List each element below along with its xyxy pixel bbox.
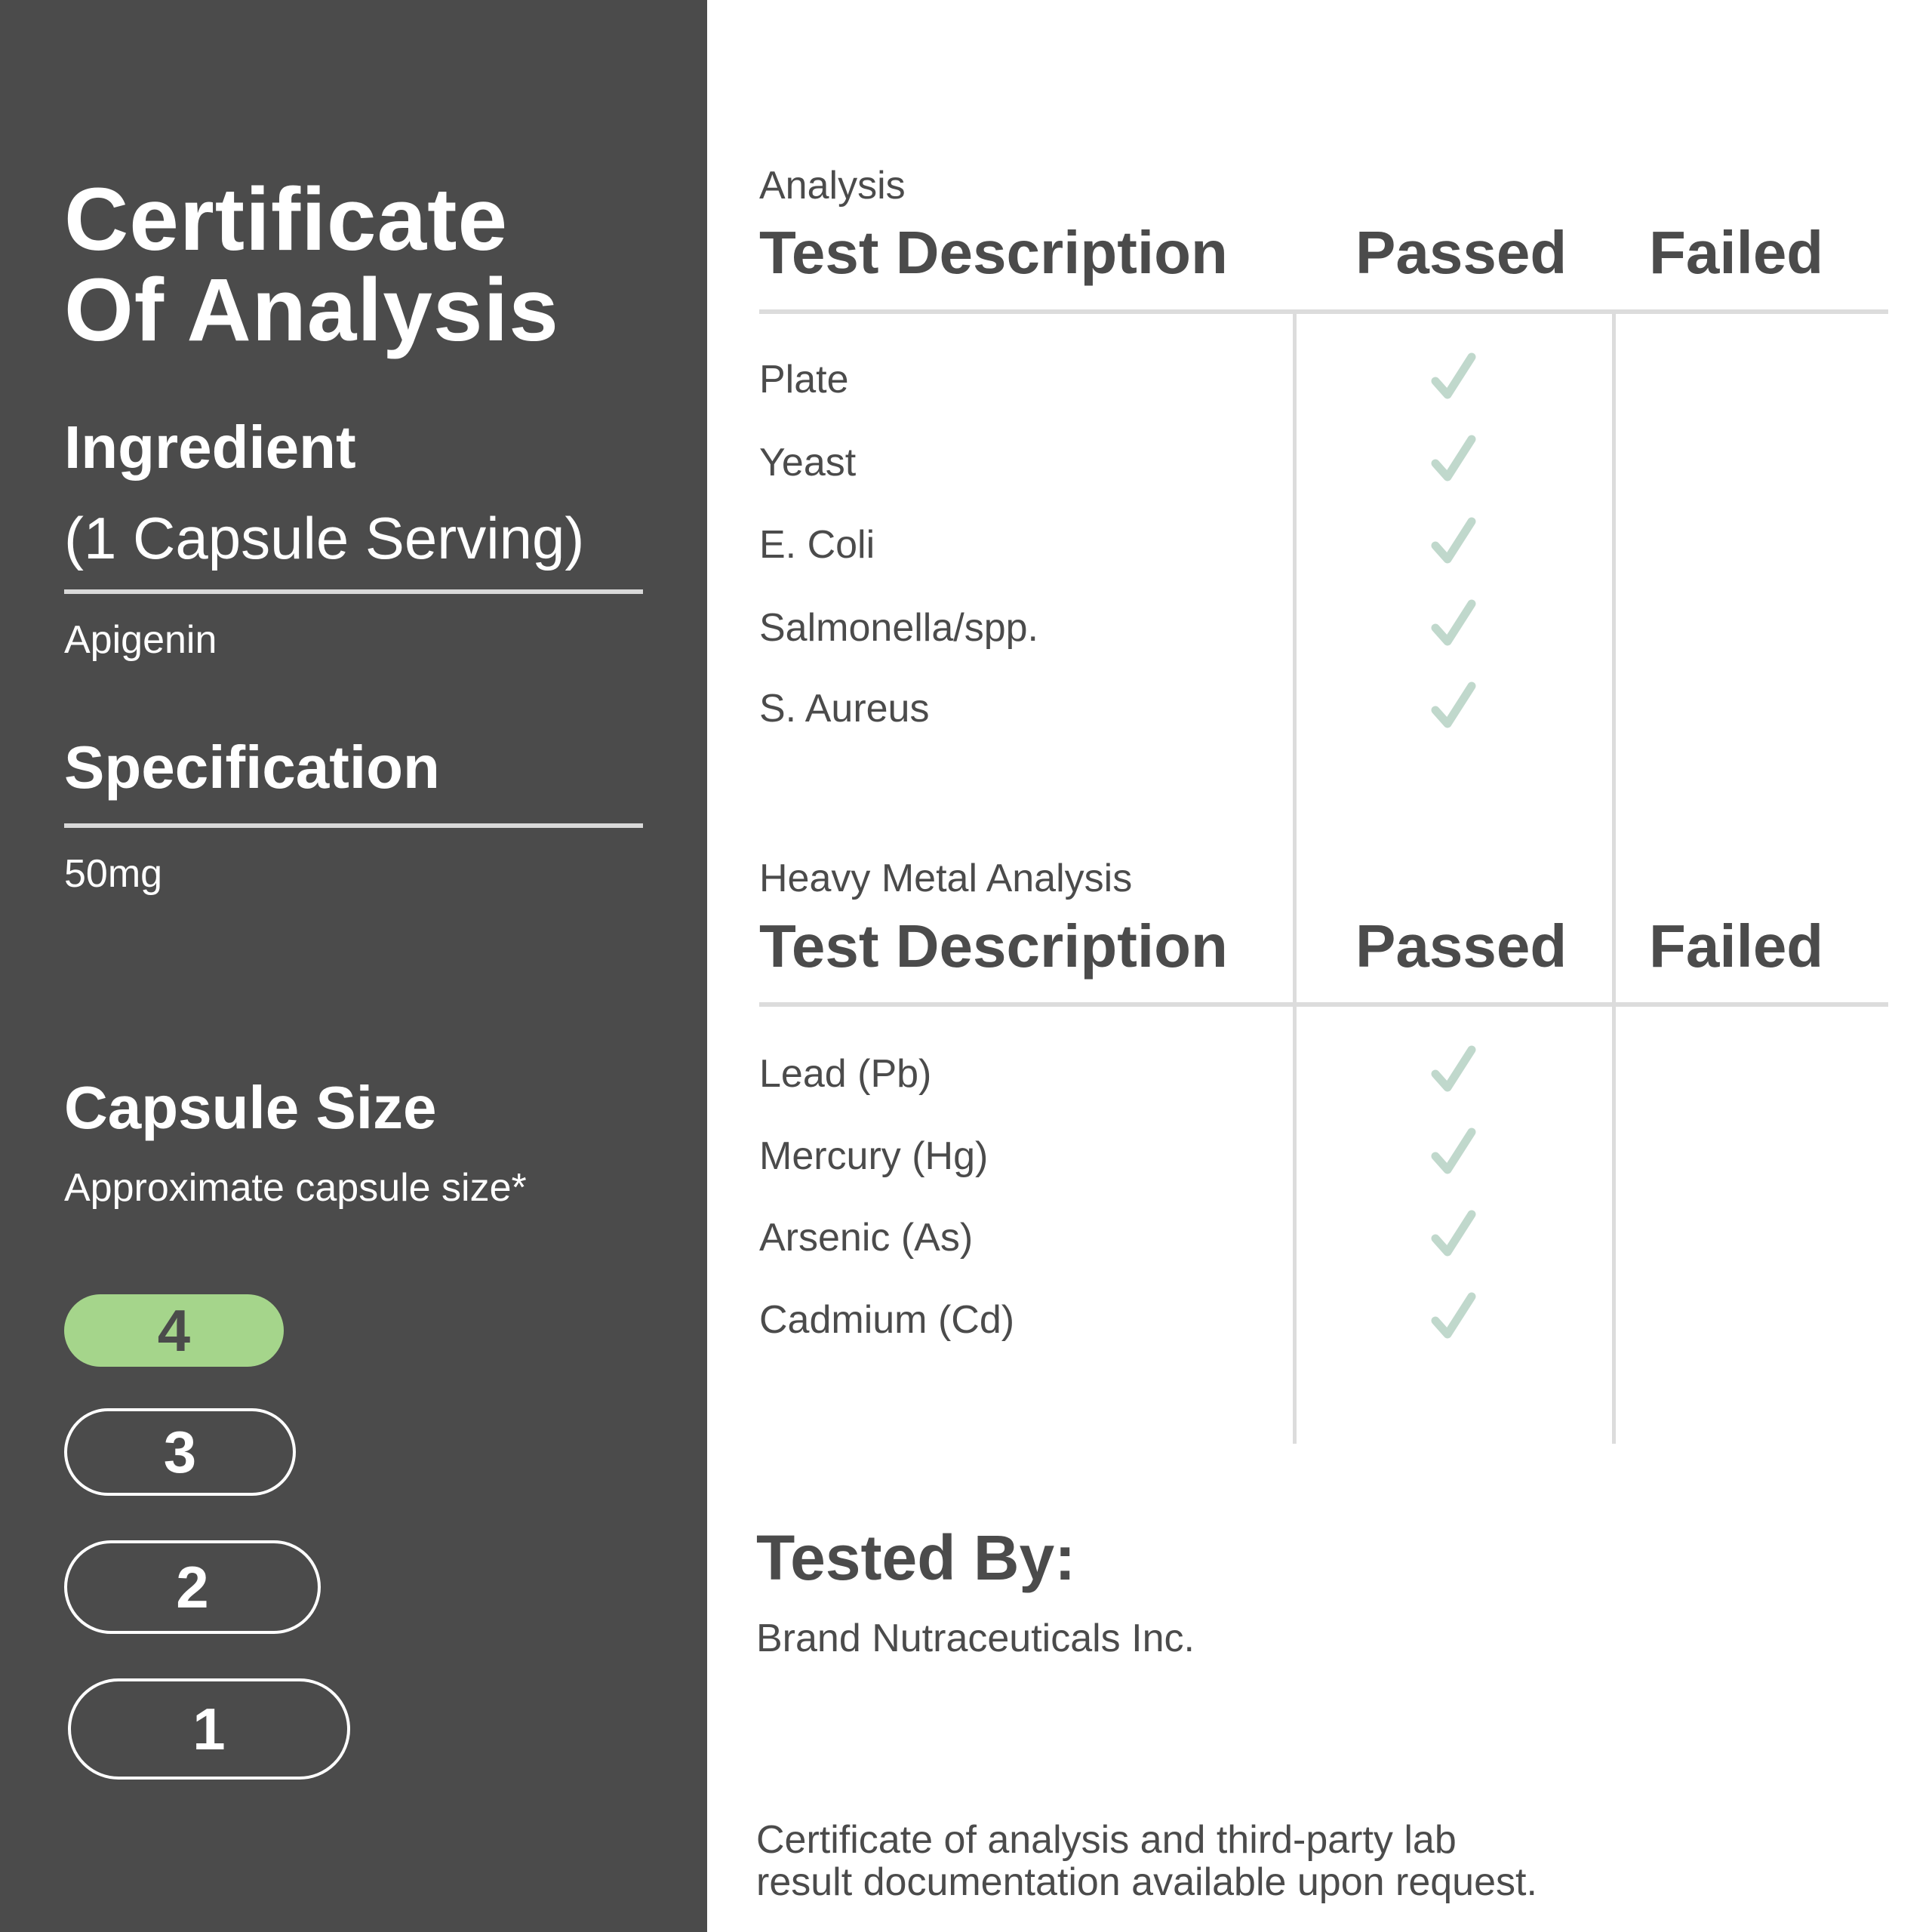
ingredient-divider bbox=[64, 589, 643, 594]
analysis-section-label: Analysis bbox=[759, 164, 906, 208]
column-divider-passed bbox=[1293, 312, 1297, 1444]
table-row: Lead (Pb) bbox=[759, 1052, 932, 1096]
capsule-size-2[interactable] bbox=[64, 1540, 321, 1634]
column-header-failed: Failed bbox=[1649, 219, 1824, 286]
table-row: Mercury (Hg) bbox=[759, 1134, 989, 1178]
column-header-passed: Passed bbox=[1355, 912, 1567, 980]
heavy-metal-section-label: Heavy Metal Analysis bbox=[759, 857, 1133, 900]
check-icon bbox=[1426, 515, 1479, 568]
check-icon bbox=[1426, 1044, 1479, 1097]
tested-by-value: Brand Nutraceuticals Inc. bbox=[756, 1617, 1195, 1660]
table-row: Plate bbox=[759, 358, 849, 401]
capsule-size-label: 2 bbox=[176, 1553, 209, 1620]
table-header-divider bbox=[759, 309, 1888, 314]
capsule-size-label: 3 bbox=[163, 1418, 197, 1485]
column-header-test-description: Test Description bbox=[759, 219, 1228, 286]
capsule-size-4[interactable] bbox=[64, 1294, 284, 1367]
ingredient-value: Apigenin bbox=[64, 618, 217, 662]
capsule-size-1[interactable] bbox=[68, 1678, 350, 1780]
table-row: Salmonella/spp. bbox=[759, 606, 1038, 650]
check-icon bbox=[1426, 680, 1479, 733]
column-header-test-description: Test Description bbox=[759, 912, 1228, 980]
ingredient-heading: Ingredient bbox=[64, 414, 356, 481]
check-icon bbox=[1426, 351, 1479, 404]
capsule-size-label: 4 bbox=[157, 1297, 191, 1364]
check-icon bbox=[1426, 1126, 1479, 1179]
page-title-line2: Of Analysis bbox=[64, 260, 559, 360]
left-panel bbox=[0, 0, 707, 1932]
check-icon bbox=[1426, 1291, 1479, 1343]
ingredient-subheading: (1 Capsule Serving) bbox=[64, 505, 585, 571]
column-header-passed: Passed bbox=[1355, 219, 1567, 286]
specification-divider bbox=[64, 823, 643, 828]
check-icon bbox=[1426, 1208, 1479, 1261]
table-row: Arsenic (As) bbox=[759, 1216, 974, 1260]
column-header-failed: Failed bbox=[1649, 912, 1824, 980]
footer-note-line1: Certificate of analysis and third-party lab bbox=[756, 1818, 1457, 1862]
check-icon bbox=[1426, 598, 1479, 651]
table-row: Cadmium (Cd) bbox=[759, 1298, 1015, 1342]
specification-value: 50mg bbox=[64, 852, 163, 896]
footer-note-line2: result documentation available upon request. bbox=[756, 1860, 1537, 1904]
capsule-size-note: Approximate capsule size* bbox=[64, 1166, 527, 1210]
specification-heading: Specification bbox=[64, 734, 440, 801]
table-row: E. Coli bbox=[759, 523, 875, 567]
capsule-size-label: 1 bbox=[192, 1695, 226, 1762]
capsule-size-3[interactable] bbox=[64, 1408, 296, 1496]
table-header-divider bbox=[759, 1002, 1888, 1007]
table-row: S. Aureus bbox=[759, 687, 930, 731]
page-title-line1: Certificate bbox=[64, 170, 509, 269]
column-divider-failed bbox=[1612, 312, 1616, 1444]
check-icon bbox=[1426, 433, 1479, 486]
capsule-size-heading: Capsule Size bbox=[64, 1074, 437, 1141]
tested-by-heading: Tested By: bbox=[756, 1522, 1076, 1593]
table-row: Yeast bbox=[759, 441, 857, 485]
